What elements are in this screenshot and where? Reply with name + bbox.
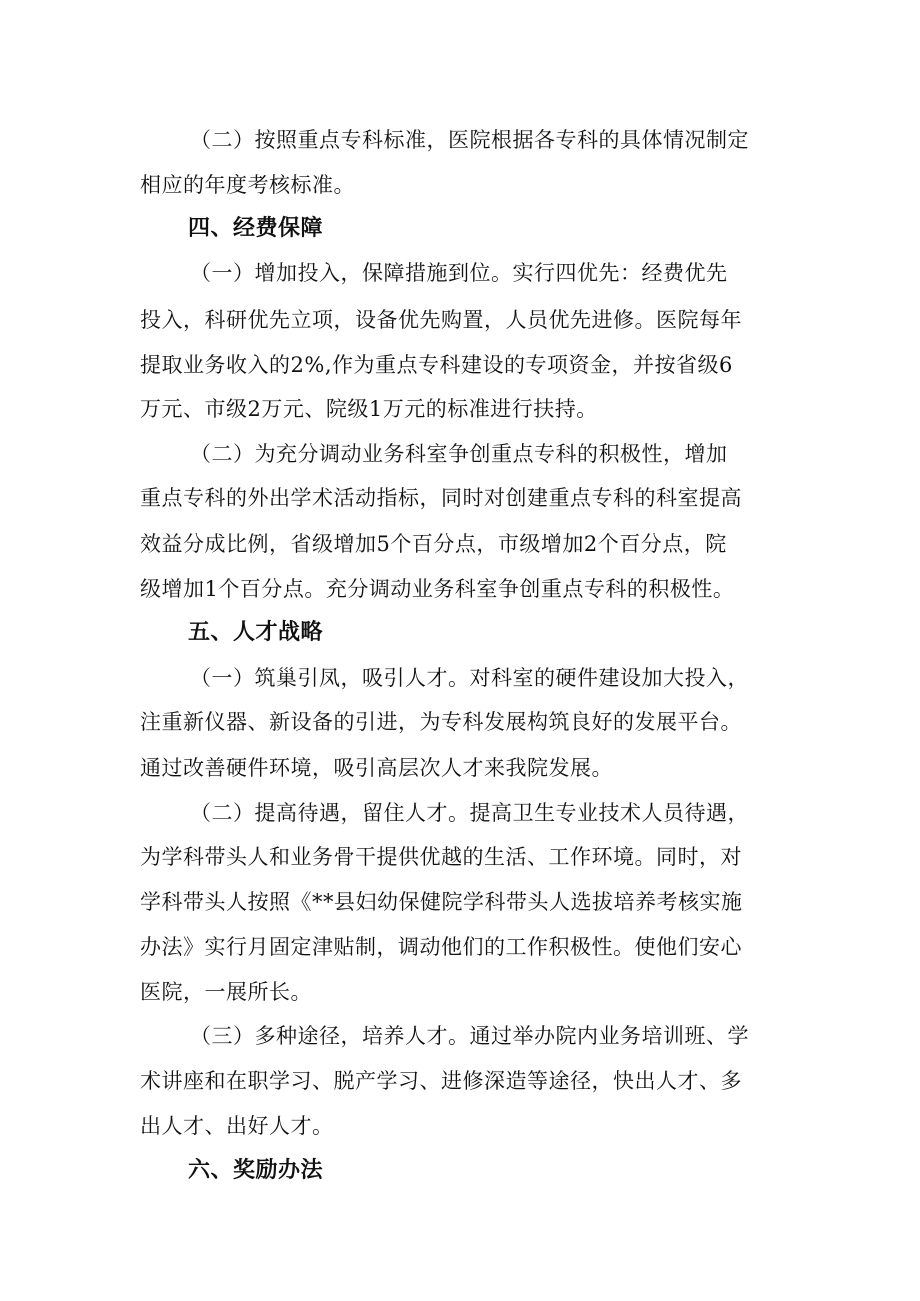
section-heading: 六、奖励办法: [188, 1158, 324, 1183]
paragraph-line: （二）按照重点专科标准，医院根据各专科的具体情况制定: [190, 128, 749, 152]
paragraph-line: 术讲座和在职学习、脱产学习、进修深造等途径，快出人才、多: [140, 1069, 742, 1093]
paragraph-line: 相应的年度考核标准。: [140, 173, 355, 197]
paragraph-line: 投入，科研优先立项，设备优先购置，人员优先进修。医院每年: [140, 308, 742, 332]
paragraph-line: 办法》实行月固定津贴制，调动他们的工作积极性。使他们安心: [140, 935, 742, 959]
section-heading: 五、人才战略: [188, 620, 324, 645]
paragraph-line: （一）筑巢引凤，吸引人才。对科室的硬件建设加大投入，: [190, 666, 749, 690]
paragraph-line: 注重新仪器、新设备的引进，为专科发展构筑良好的发展平台。: [140, 710, 742, 734]
paragraph-line: （一）增加投入，保障措施到位。实行四优先：经费优先: [190, 261, 728, 285]
paragraph-line: （二）提高待遇，留住人才。提高卫生专业技术人员待遇，: [190, 801, 749, 825]
section-heading: 四、经费保障: [188, 216, 324, 241]
paragraph-line: 万元、市级2万元、院级1万元的标准进行扶持。: [140, 397, 598, 421]
paragraph-line: 级增加1个百分点。充分调动业务科室争创重点专科的积极性。: [140, 577, 735, 601]
paragraph-line: 通过改善硬件环境，吸引高层次人才来我院发展。: [140, 756, 613, 780]
paragraph-line: 学科带头人按照《**县妇幼保健院学科带头人选拔培养考核实施: [140, 890, 743, 914]
paragraph-line: 重点专科的外出学术活动指标，同时对创建重点专科的科室提高: [140, 486, 742, 510]
paragraph-line: 提取业务收入的2%,作为重点专科建设的专项资金，并按省级6: [140, 353, 733, 377]
paragraph-line: 出人才、出好人才。: [140, 1114, 334, 1138]
paragraph-line: 效益分成比例，省级增加5个百分点，市级增加2个百分点，院: [140, 532, 727, 556]
paragraph-line: 医院，一展所长。: [140, 980, 312, 1004]
paragraph-line: （三）多种途径，培养人才。通过举办院内业务培训班、学: [190, 1024, 749, 1048]
paragraph-line: 为学科带头人和业务骨干提供优越的生活、工作环境。同时，对: [140, 845, 742, 869]
paragraph-line: （二）为充分调动业务科室争创重点专科的积极性，增加: [190, 442, 728, 466]
